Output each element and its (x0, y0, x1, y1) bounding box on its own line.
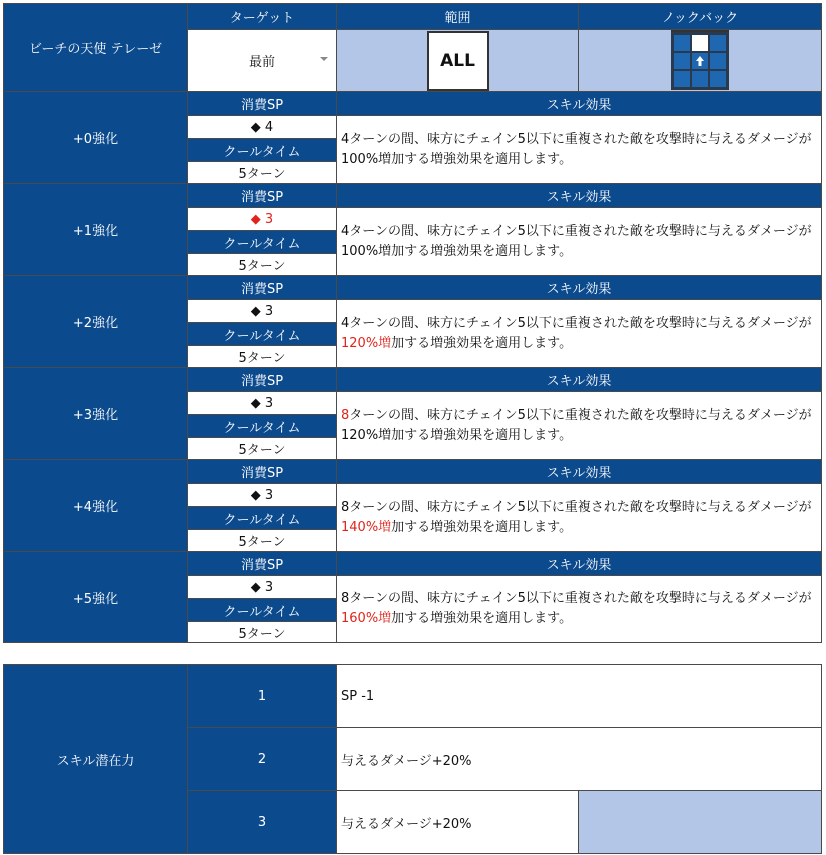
effect-header: スキル効果 (336, 459, 822, 484)
effect-text: 8ターンの間、味方にチェイン5以下に重複された敵を攻撃時に与えるダメージが140%増加する増強効果を適用します。 (336, 483, 822, 552)
potential-text: SP -1 (336, 664, 822, 728)
effect-header: スキル効果 (336, 275, 822, 300)
dropdown-arrow-icon (320, 57, 328, 61)
cooldown-value: 5ターン (187, 529, 337, 552)
skill-name-cell (3, 3, 188, 92)
sp-value: ◆ 3 (187, 391, 337, 415)
effect-text: 4ターンの間、味方にチェイン5以下に重複された敵を攻撃時に与えるダメージが100%増加する増強効果を適用します。 (336, 207, 822, 276)
level-name-cell: +5強化 (3, 551, 188, 643)
cooldown-value: 5ターン (187, 621, 337, 643)
cooldown-header: クールタイム (187, 138, 337, 162)
sp-value: ◆ 3 (187, 483, 337, 507)
sp-header: 消費SP (187, 91, 337, 116)
cooldown-value: 5ターン (187, 161, 337, 184)
effect-text: 4ターンの間、味方にチェイン5以下に重複された敵を攻撃時に与えるダメージが120%増加する増強効果を適用します。 (336, 299, 822, 368)
effect-header: スキル効果 (336, 367, 822, 392)
knockback-grid-icon (665, 30, 735, 92)
cooldown-header: クールタイム (187, 230, 337, 254)
effect-header: スキル効果 (336, 183, 822, 208)
knockback-header: ノックバック (578, 3, 822, 30)
potential-empty-cell (578, 790, 822, 854)
potential-num: 3 (187, 790, 337, 854)
sp-value: ◆ 3 (187, 299, 337, 323)
sp-header: 消費SP (187, 367, 337, 392)
range-all-icon: ALL (427, 31, 489, 91)
cooldown-value: 5ターン (187, 253, 337, 276)
skill-name: ビーチの天使 テレーゼ (28, 42, 163, 57)
sp-value: ◆ 3 (187, 207, 337, 231)
target-header: ターゲット (187, 3, 337, 30)
sp-header: 消費SP (187, 459, 337, 484)
sp-header: 消費SP (187, 183, 337, 208)
cooldown-value: 5ターン (187, 345, 337, 368)
effect-header: スキル効果 (336, 91, 822, 116)
range-cell (336, 29, 579, 92)
potential-text: 与えるダメージ+20% (336, 790, 579, 854)
potential-num: 1 (187, 664, 337, 728)
potential-num: 2 (187, 727, 337, 791)
cooldown-header: クールタイム (187, 322, 337, 346)
knockback-cell (578, 29, 822, 92)
level-name-cell: +3強化 (3, 367, 188, 460)
effect-header: スキル効果 (336, 551, 822, 576)
level-name-cell: +1強化 (3, 183, 188, 276)
sp-header: 消費SP (187, 275, 337, 300)
range-header: 範囲 (336, 3, 579, 30)
effect-text: 4ターンの間、味方にチェイン5以下に重複された敵を攻撃時に与えるダメージが100%増加する増強効果を適用します。 (336, 115, 822, 184)
target-value: 最前 (248, 55, 275, 70)
cooldown-value: 5ターン (187, 437, 337, 460)
level-name-cell: +2強化 (3, 275, 188, 368)
level-name-cell: +0強化 (3, 91, 188, 184)
effect-text: 8ターンの間、味方にチェイン5以下に重複された敵を攻撃時に与えるダメージが120%増加する増強効果を適用します。 (336, 391, 822, 460)
sp-value: ◆ 4 (187, 115, 337, 139)
level-name-cell: +4強化 (3, 459, 188, 552)
cooldown-header: クールタイム (187, 598, 337, 622)
sp-header: 消費SP (187, 551, 337, 576)
potential-text: 与えるダメージ+20% (336, 727, 822, 791)
target-select[interactable] (187, 29, 337, 92)
cooldown-header: クールタイム (187, 506, 337, 530)
potential-title: スキル潜在力 (3, 664, 188, 854)
sp-value: ◆ 3 (187, 575, 337, 599)
effect-text: 8ターンの間、味方にチェイン5以下に重複された敵を攻撃時に与えるダメージが160%増加する増強効果を適用します。 (336, 575, 822, 643)
cooldown-header: クールタイム (187, 414, 337, 438)
